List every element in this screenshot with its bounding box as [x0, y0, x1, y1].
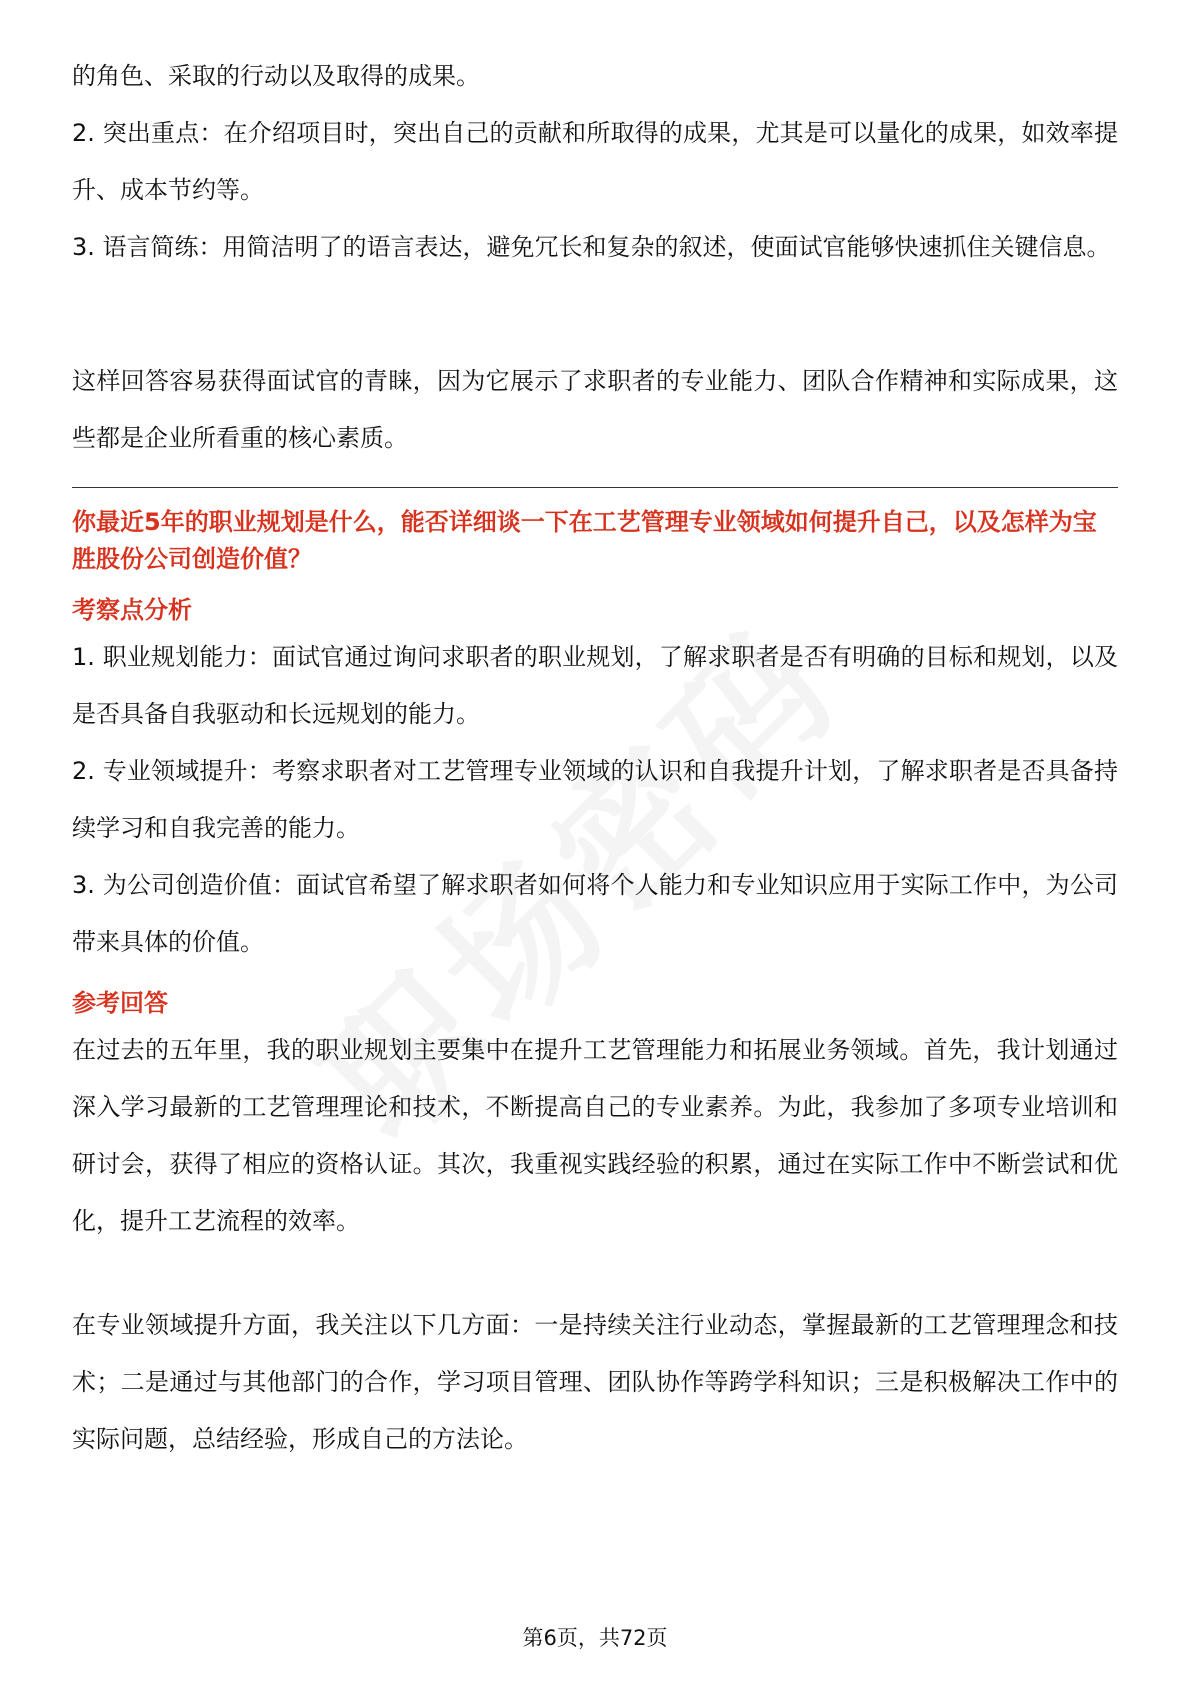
page-number: 第6页，共72页 [522, 1626, 668, 1650]
analysis-item: 1. 职业规划能力：面试官通过询问求职者的职业规划，了解求职者是否有明确的目标和规划，以及是否具备自我驱动和长远规划的能力。 [72, 643, 1118, 728]
paragraph: 3. 语言简练：用简洁明了的语言表达，避免冗长和复杂的叙述，使面试官能够快速抓住关键信息。 [72, 233, 1111, 261]
divider [72, 487, 1118, 488]
answer-paragraph: 在专业领域提升方面，我关注以下几方面：一是持续关注行业动态，掌握最新的工艺管理理念和技术；二是通过与其他部门的合作，学习项目管理、团队协作等跨学科知识；三是积极解决工作中的实际问题，总结经验，形成自己的方法论。 [72, 1311, 1118, 1453]
paragraph: 这样回答容易获得面试官的青睐，因为它展示了求职者的专业能力、团队合作精神和实际成果，这些都是企业所看重的核心素质。 [72, 367, 1118, 452]
analysis-heading: 考察点分析 [72, 596, 192, 624]
document-body [72, 48, 1118, 1468]
answer-paragraph: 在过去的五年里，我的职业规划主要集中在提升工艺管理能力和拓展业务领域。首先，我计划通过深入学习最新的工艺管理理论和技术，不断提高自己的专业素养。为此，我参加了多项专业培训和研讨会，获得了相应的资格认证。其次，我重视实践经验的积累，通过在实际工作中不断尝试和优化，提升工艺流程的效率。 [72, 1036, 1118, 1235]
paragraph: 的角色、采取的行动以及取得的成果。 [72, 62, 480, 90]
analysis-item: 2. 专业领域提升：考察求职者对工艺管理专业领域的认识和自我提升计划，了解求职者是否具备持续学习和自我完善的能力。 [72, 757, 1118, 842]
analysis-item: 3. 为公司创造价值：面试官希望了解求职者如何将个人能力和专业知识应用于实际工作中，为公司带来具体的价值。 [72, 871, 1118, 956]
paragraph: 2. 突出重点：在介绍项目时，突出自己的贡献和所取得的成果，尤其是可以量化的成果，如效率提升、成本节约等。 [72, 119, 1118, 204]
question-title: 你最近5年的职业规划是什么，能否详细谈一下在工艺管理专业领域如何提升自己，以及怎样为宝胜股份公司创造价值？ [72, 508, 1097, 573]
answer-heading: 参考回答 [72, 989, 168, 1017]
spacer [72, 276, 1118, 333]
